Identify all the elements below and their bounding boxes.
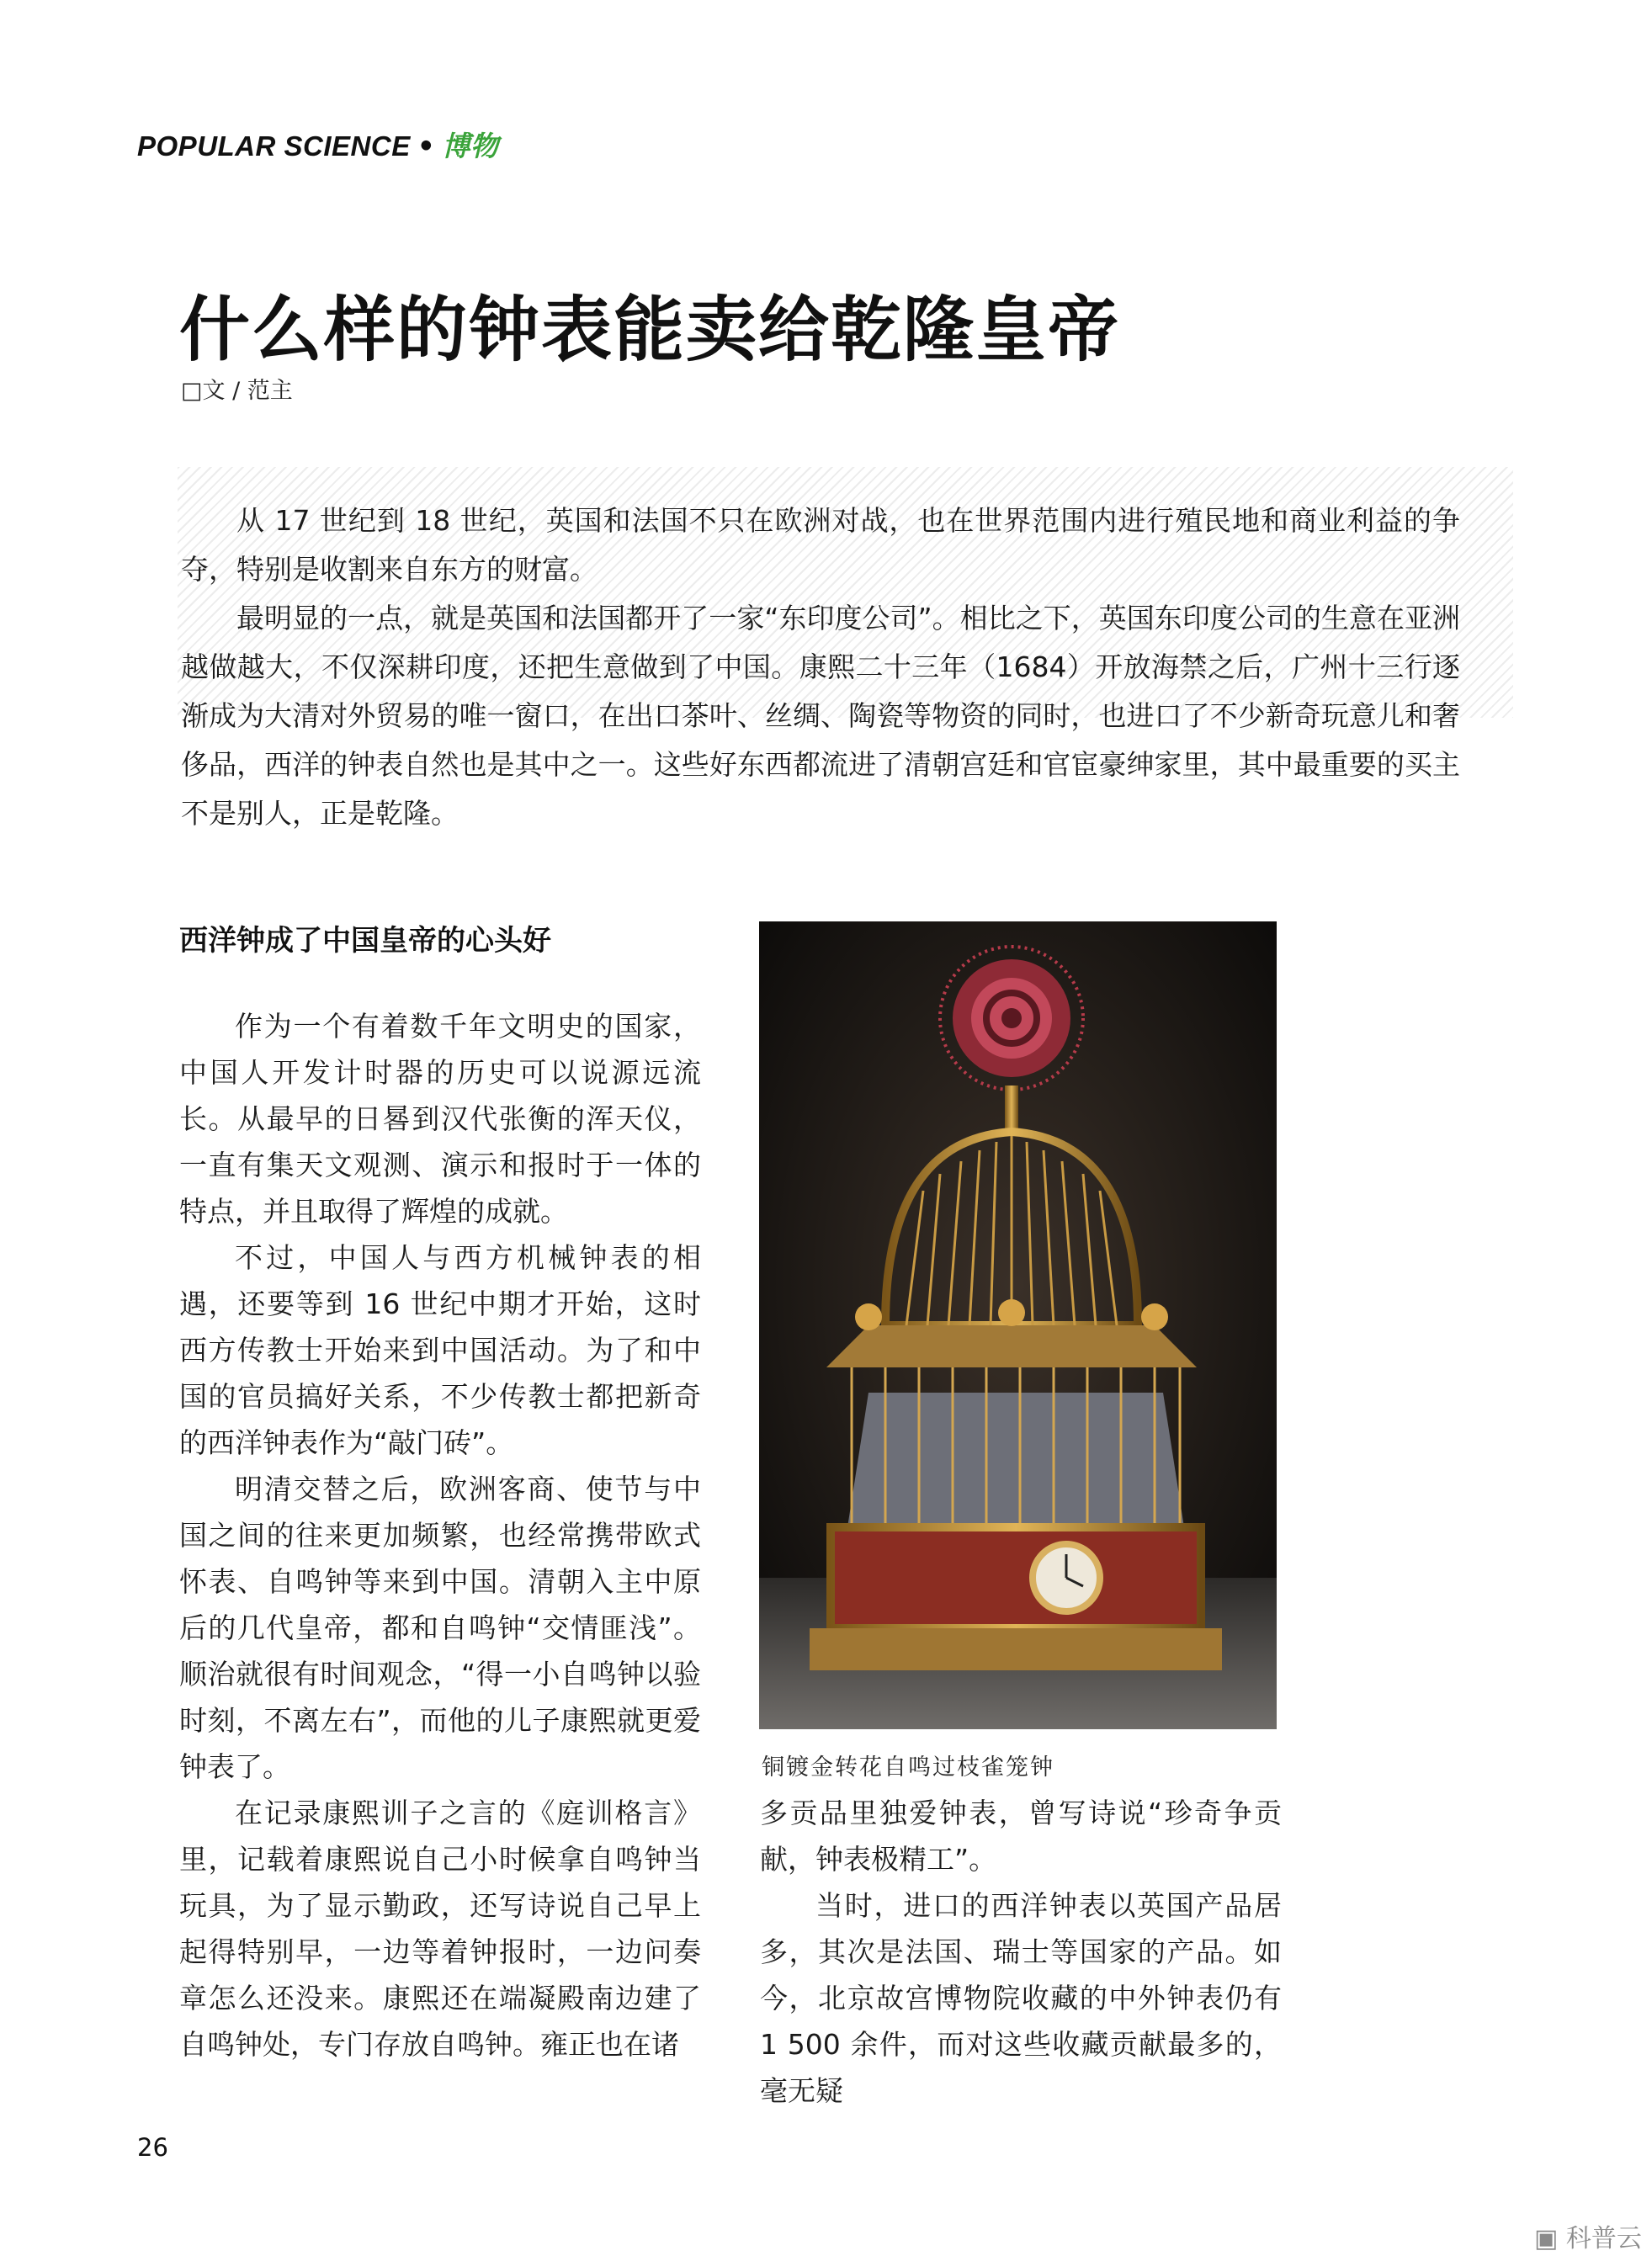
magazine-brand: POPULAR SCIENCE — [137, 130, 411, 162]
watermark — [1534, 2217, 1642, 2254]
intro-text — [181, 496, 1460, 838]
watermark-text: 科普云 — [1565, 2224, 1642, 2253]
body-paragraph: 在记录康熙训子之言的《庭训格言》里，记载着康熙说自己小时候拿自鸣钟当玩具，为了显示勤政，还写诗说自己早上起得特别早，一边等着钟报时，一边问奏章怎么还没来。康熙还在端凝殿南边建了自鸣钟处，专门存放自鸣钟。雍正也在诸 — [179, 1797, 701, 2061]
body-paragraph: 明清交替之后，欧洲客商、使节与中国之间的往来更加频繁，也经常携带欧式怀表、自鸣钟等来到中国。清朝入主中原后的几代皇帝，都和自鸣钟“交情匪浅”。顺治就很有时间观念，“得一小自鸣钟以验时刻，不离左右”，而他的儿子康熙就更爱钟表了。 — [179, 1473, 701, 1783]
article-title: 什么样的钟表能卖给乾隆皇帝 — [179, 289, 1121, 371]
article-byline: □文 / 范主 — [181, 378, 293, 404]
birdcage-clock-photo — [759, 921, 1277, 1729]
magazine-header — [137, 125, 498, 164]
body-paragraph: 不过，中国人与西方机械钟表的相遇，还要等到 16 世纪中期才开始，这时西方传教士开始来到中国活动。为了和中国的官员搞好关系，不少传教士都把新奇的西洋钟表作为“敲门砖”。 — [179, 1241, 701, 1459]
section-heading: 西洋钟成了中国皇帝的心头好 — [179, 924, 551, 958]
body-paragraph: 作为一个有着数千年文明史的国家，中国人开发计时器的历史可以说源远流长。从最早的日晷到汉代张衡的浑天仪，一直有集天文观测、演示和报时于一体的特点，并且取得了辉煌的成就。 — [179, 1010, 701, 1228]
intro-paragraph: 从 17 世纪到 18 世纪，英国和法国不只在欧洲对战，也在世界范围内进行殖民地和商业利益的争夺，特别是收割来自东方的财富。 — [181, 504, 1460, 586]
body-column-right — [760, 1790, 1282, 2114]
birdcage-clock-illustration — [759, 921, 1277, 1729]
photo-caption: 铜镀金转花自鸣过枝雀笼钟 — [762, 1754, 1054, 1781]
header-separator: • — [417, 130, 436, 162]
intro-paragraph: 最明显的一点，就是英国和法国都开了一家“东印度公司”。相比之下，英国东印度公司的生意在亚洲越做越大，不仅深耕印度，还把生意做到了中国。康熙二十三年（1684）开放海禁之后，广州十三行逐渐成为大清对外贸易的唯一窗口，在出口茶叶、丝绸、陶瓷等物资的同时，也进口了不少新奇玩意儿和奢侈品，西洋的钟表自然也是其中之一。这些好东西都流进了清朝宫廷和官宦豪绅家里，其中最重要的买主不是别人，正是乾隆。 — [181, 602, 1460, 830]
body-column-left — [179, 1003, 701, 2068]
body-paragraph: 多贡品里独爱钟表，曾写诗说“珍奇争贡献，钟表极精工”。 — [760, 1797, 1282, 1876]
page-number: 26 — [137, 2133, 168, 2162]
watermark-logo-icon: ▣ — [1534, 2224, 1559, 2253]
body-paragraph: 当时，进口的西洋钟表以英国产品居多，其次是法国、瑞士等国家的产品。如今，北京故宫博物院收藏的中外钟表仍有 1 500 余件，而对这些收藏贡献最多的，毫无疑 — [760, 1889, 1282, 2107]
clock-face-icon — [1033, 1544, 1100, 1611]
section-label: 博物 — [442, 130, 499, 162]
